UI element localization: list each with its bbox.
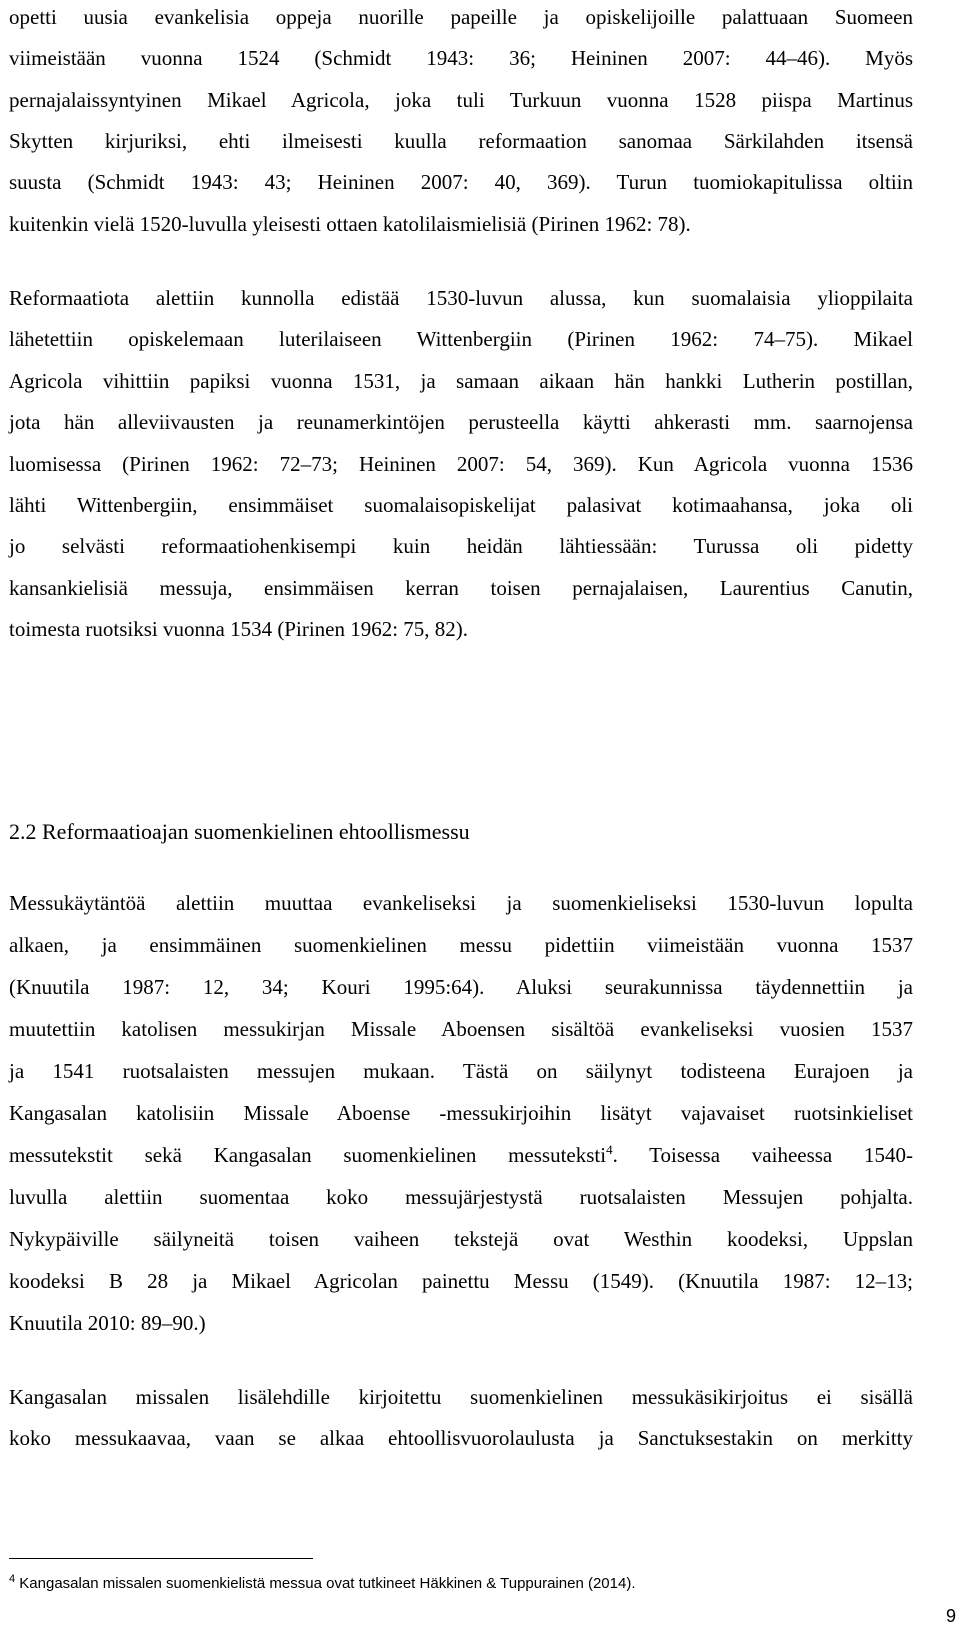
text-line: Nykypäiville säilyneitä toisen vaiheen tekstejä ovat Westhin koodeksi, Uppslan (9, 1227, 913, 1251)
footnote-reference[interactable]: 4 (606, 1142, 613, 1157)
text-line: Messukäytäntöä alettiin muuttaa evankeliseksi ja suomenkieliseksi 1530-luvun lopulta (9, 891, 913, 915)
section-heading: 2.2 Reformaatioajan suomenkielinen ehtoollismessu (9, 819, 470, 844)
text-segment: messutekstit sekä Kangasalan suomenkielinen messuteksti (9, 1143, 607, 1167)
text-line: pernajalaissyntyinen Mikael Agricola, joka tuli Turkuun vuonna 1528 piispa Martinus (9, 88, 913, 112)
text-line: lähetettiin opiskelemaan luterilaiseen Wittenbergiin (Pirinen 1962: 74–75). Mikael (9, 327, 913, 351)
text-line: kansankielisiä messuja, ensimmäisen kerran toisen pernajalaisen, Laurentius Canutin, (9, 576, 913, 600)
text-line: luomisessa (Pirinen 1962: 72–73; Heininen 2007: 54, 369). Kun Agricola vuonna 1536 (9, 452, 913, 476)
text-line: luvulla alettiin suomentaa koko messujärjestystä ruotsalaisten Messujen pohjalta. (9, 1185, 913, 1209)
text-line: (Knuutila 1987: 12, 34; Kouri 1995:64). Aluksi seurakunnissa täydennettiin ja (9, 975, 913, 999)
text-line: Kangasalan missalen lisälehdille kirjoitettu suomenkielinen messukäsikirjoitus ei sisällä (9, 1385, 913, 1409)
text-line: Knuutila 2010: 89–90.) (9, 1311, 206, 1335)
text-line: ja 1541 ruotsalaisten messujen mukaan. Tästä on säilynyt todisteena Eurajoen ja (9, 1059, 913, 1083)
footnote-text: Kangasalan missalen suomenkielistä messua ovat tutkineet Häkkinen & Tuppurainen (2014). (19, 1575, 636, 1592)
text-line: viimeistään vuonna 1524 (Schmidt 1943: 36; Heininen 2007: 44–46). Myös (9, 46, 913, 70)
text-line: koodeksi B 28 ja Mikael Agricolan painettu Messu (1549). (Knuutila 1987: 12–13; (9, 1269, 913, 1293)
text-line: suusta (Schmidt 1943: 43; Heininen 2007: 40, 369). Turun tuomiokapitulissa oltiin (9, 170, 913, 194)
text-line: Agricola vihittiin papiksi vuonna 1531, ja samaan aikaan hän hankki Lutherin postillan, (9, 369, 913, 393)
text-line: lähti Wittenbergiin, ensimmäiset suomalaisopiskelijat palasivat kotimaahansa, joka oli (9, 493, 913, 517)
text-segment: . Toisessa vaiheessa 1540- (612, 1143, 913, 1167)
text-line: jo selvästi reformaatiohenkisempi kuin heidän lähtiessään: Turussa oli pidetty (9, 534, 913, 558)
text-line: Kangasalan katolisiin Missale Aboense -messukirjoihin lisätyt vajavaiset ruotsinkieliset (9, 1101, 913, 1125)
text-line: muutettiin katolisen messukirjan Missale Aboensen sisältöä evankeliseksi vuosien 1537 (9, 1017, 913, 1041)
footnote-number: 4 (9, 1573, 16, 1585)
text-line: alkaen, ja ensimmäinen suomenkielinen messu pidettiin viimeistään vuonna 1537 (9, 933, 913, 957)
page-number: 9 (945, 1606, 956, 1626)
text-line: Reformaatiota alettiin kunnolla edistää 1530-luvun alussa, kun suomalaisia ylioppilaita (9, 286, 913, 310)
text-line: koko messukaavaa, vaan se alkaa ehtoollisvuorolaulusta ja Sanctuksestakin on merkitty (9, 1426, 913, 1450)
text-line: toimesta ruotsiksi vuonna 1534 (Pirinen 1962: 75, 82). (9, 617, 469, 641)
footnote-separator (9, 1558, 313, 1559)
footnote (9, 1573, 635, 1595)
text-line: jota hän alleviivausten ja reunamerkintöjen perusteella käytti ahkerasti mm. saarnojensa (9, 410, 913, 434)
text-line: Skytten kirjuriksi, ehti ilmeisesti kuulla reformaation sanomaa Särkilahden itsensä (9, 129, 913, 153)
text-line: kuitenkin vielä 1520-luvulla yleisesti ottaen katolilaismielisiä (Pirinen 1962: 78). (9, 212, 691, 236)
text-line (9, 1141, 913, 1169)
text-line: opetti uusia evankelisia oppeja nuorille papeille ja opiskelijoille palattuaan Suomeen (9, 5, 913, 29)
